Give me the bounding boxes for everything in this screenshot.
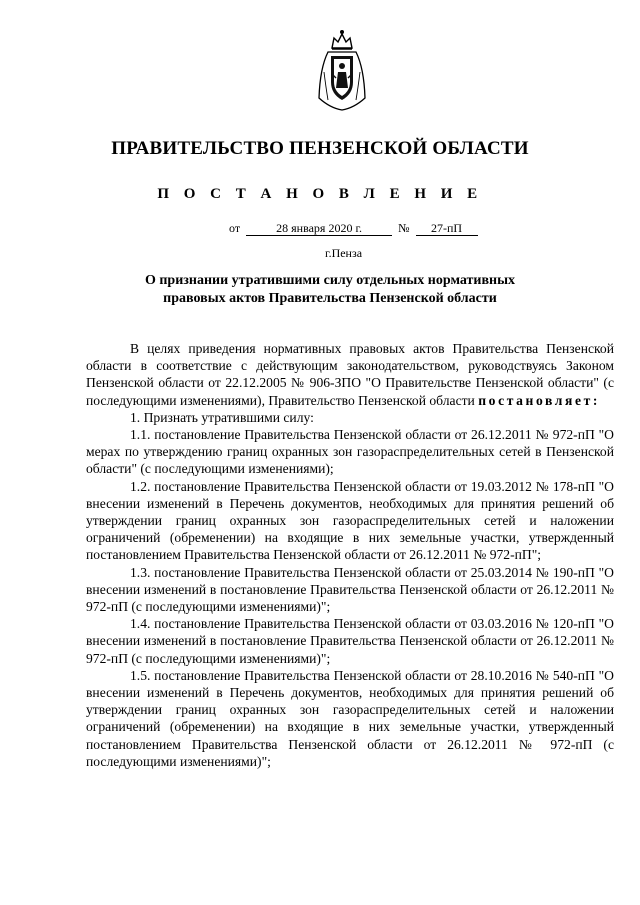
city-name: г.Пенза (325, 246, 363, 260)
number-label: № (398, 221, 410, 235)
preamble-paragraph (86, 340, 614, 409)
coat-of-arms-icon (314, 28, 370, 112)
decides-word: постановляет: (478, 392, 601, 408)
document-number: 27-пП (416, 221, 478, 236)
date-number-row (226, 221, 478, 236)
item-1-3: 1.3. постановление Правительства Пензенской области от 25.03.2014 № 190-пП "О внесении изменений в постановление Правительства Пензенской области от 26.12.2011 № 972-пП (с последующими изменениями)"; (86, 564, 614, 615)
item-1-5: 1.5. постановление Правительства Пензенской области от 28.10.2016 № 540-пП "О внесении изменений в Перечень документов, необходимых для принятия решений об утверждении границ охранных зон газораспределительных сетей и наложении ограничений (обременении) на входящие в них земельные участки, утвержденный постановлением Правительства Пензенской области от 26.12.2011 № 972-пП (с последующими изменениями)"; (86, 667, 614, 769)
heading-line-1: О признании утратившими силу отдельных нормативных (144, 273, 516, 288)
from-label: от (229, 221, 241, 235)
preamble-text: В целях приведения нормативных правовых актов Правительства Пензенской области в соответствие с действующим законодательством, руководствуясь Законом Пензенской области от 22.12.2005 № 906-ЗПО "О Правительстве Пензенской области" (с последующими изменениями), Правительство Пензенской области (86, 341, 614, 408)
document-body (86, 340, 614, 770)
item-1: 1. Признать утратившими силу: (130, 409, 314, 425)
item-1-1: 1.1. постановление Правительства Пензенской области от 26.12.2011 № 972-пП "О мерах по утверждению границ охранных зон газораспределительных сетей в Пензенской области" (с последующими изменениями); (86, 427, 614, 477)
document-date: 28 января 2020 г. (246, 221, 392, 236)
document-type: П О С Т А Н О В Л Е Н И Е (157, 186, 483, 202)
government-title: ПРАВИТЕЛЬСТВО ПЕНЗЕНСКОЙ ОБЛАСТИ (111, 138, 529, 159)
heading-line-2: правовых актов Правительства Пензенской области (163, 291, 497, 306)
item-1-2: 1.2. постановление Правительства Пензенской области от 19.03.2012 № 178-пП "О внесении изменений в Перечень документов, необходимых для принятия решений об утверждении границ охранных зон газораспределительных сетей и наложении ограничений (обременении) на входящие в них земельные участки, утвержденный постановлением Правительства Пензенской области от 26.12.2011 № 972-пП"; (86, 478, 614, 563)
document-heading (110, 272, 550, 308)
item-1-4: 1.4. постановление Правительства Пензенской области от 03.03.2016 № 120-пП "О внесении изменений в постановление Правительства Пензенской области от 26.12.2011 № 972-пП (с последующими изменениями)"; (86, 616, 614, 666)
